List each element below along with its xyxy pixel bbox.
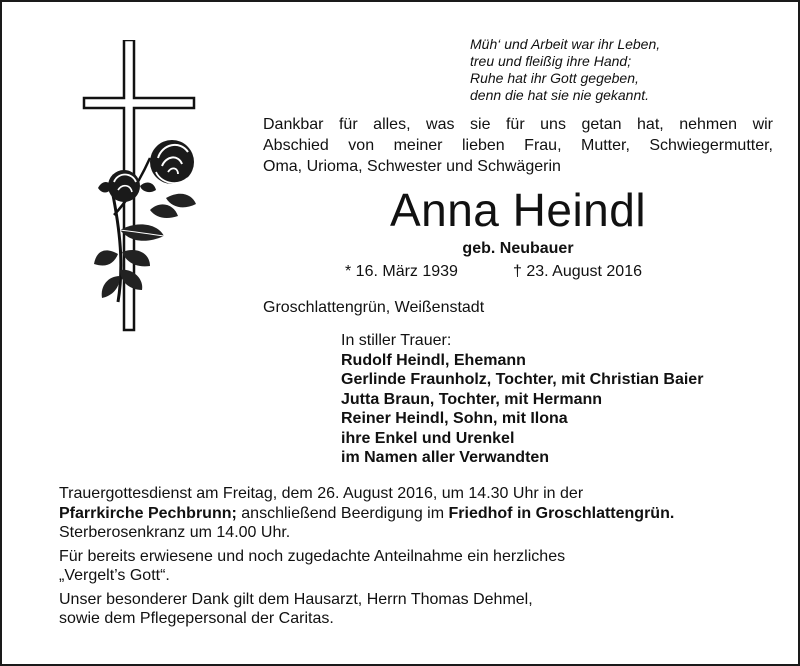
memorial-poem xyxy=(470,36,770,104)
mourner-entry: im Namen aller Verwandten xyxy=(341,449,550,466)
poem-line: denn die hat sie nie gekannt. xyxy=(470,87,650,103)
special-thanks-line: Unser besonderer Dank gilt dem Hausarzt, Herrn Thomas Dehmel, xyxy=(59,590,533,608)
special-thanks-paragraph xyxy=(59,590,759,629)
poem-line: Ruhe hat ihr Gott gegeben, xyxy=(470,70,639,86)
thanks-paragraph xyxy=(59,547,759,586)
burial-text: anschließend Beerdigung im xyxy=(236,504,449,522)
church-name: Pfarrkirche Pechbrunn; xyxy=(59,504,237,522)
border-top xyxy=(0,0,800,2)
mourners-block xyxy=(341,331,781,468)
service-line: Trauergottesdienst am Freitag, dem 26. August 2016, um 14.30 Uhr in der xyxy=(59,485,584,502)
border-left xyxy=(0,0,2,666)
intro-line: Abschied von meiner lieben Frau, Mutter, Schwiegermutter, xyxy=(263,137,773,154)
cross-with-roses-icon xyxy=(80,40,200,340)
intro-text xyxy=(263,114,773,177)
mourners-list xyxy=(341,351,781,468)
intro-line: Dankbar für alles, was sie für uns getan hat, nehmen wir xyxy=(263,116,773,133)
service-info xyxy=(59,484,759,633)
service-line-2 xyxy=(59,504,759,524)
poem-line: Müh‘ und Arbeit war ihr Leben, xyxy=(470,36,661,52)
intro-line: Oma, Urioma, Schwester und Schwägerin xyxy=(263,158,561,175)
funeral-service-paragraph xyxy=(59,484,759,543)
thanks-line: „Vergelt’s Gott“. xyxy=(59,567,170,584)
mourner-entry: ihre Enkel und Urenkel xyxy=(341,429,515,447)
birth-date: * 16. März 1939 xyxy=(345,263,458,280)
deceased-name: Anna Heindl xyxy=(389,184,647,236)
mourner-entry: Rudolf Heindl, Ehemann xyxy=(341,351,526,369)
mourner-entry: Jutta Braun, Tochter, mit Hermann xyxy=(341,390,603,408)
mourners-heading: In stiller Trauer: xyxy=(341,332,452,349)
rosary-line: Sterberosenkranz um 14.00 Uhr. xyxy=(59,524,291,541)
special-thanks-line: sowie dem Pflegepersonal der Caritas. xyxy=(59,610,334,627)
home-place: Groschlattengrün, Weißenstadt xyxy=(263,299,485,316)
poem-line: treu und fleißig ihre Hand; xyxy=(470,53,632,69)
cemetery-name: Friedhof in Groschlattengrün. xyxy=(448,504,675,522)
mourner-entry: Gerlinde Fraunholz, Tochter, mit Christian Baier xyxy=(341,371,704,388)
mourner-entry: Reiner Heindl, Sohn, mit Ilona xyxy=(341,410,568,427)
thanks-line: Für bereits erwiesene und noch zugedachte Anteilnahme ein herzliches xyxy=(59,547,566,565)
maiden-name: geb. Neubauer xyxy=(462,240,574,257)
death-date: † 23. August 2016 xyxy=(513,263,642,280)
